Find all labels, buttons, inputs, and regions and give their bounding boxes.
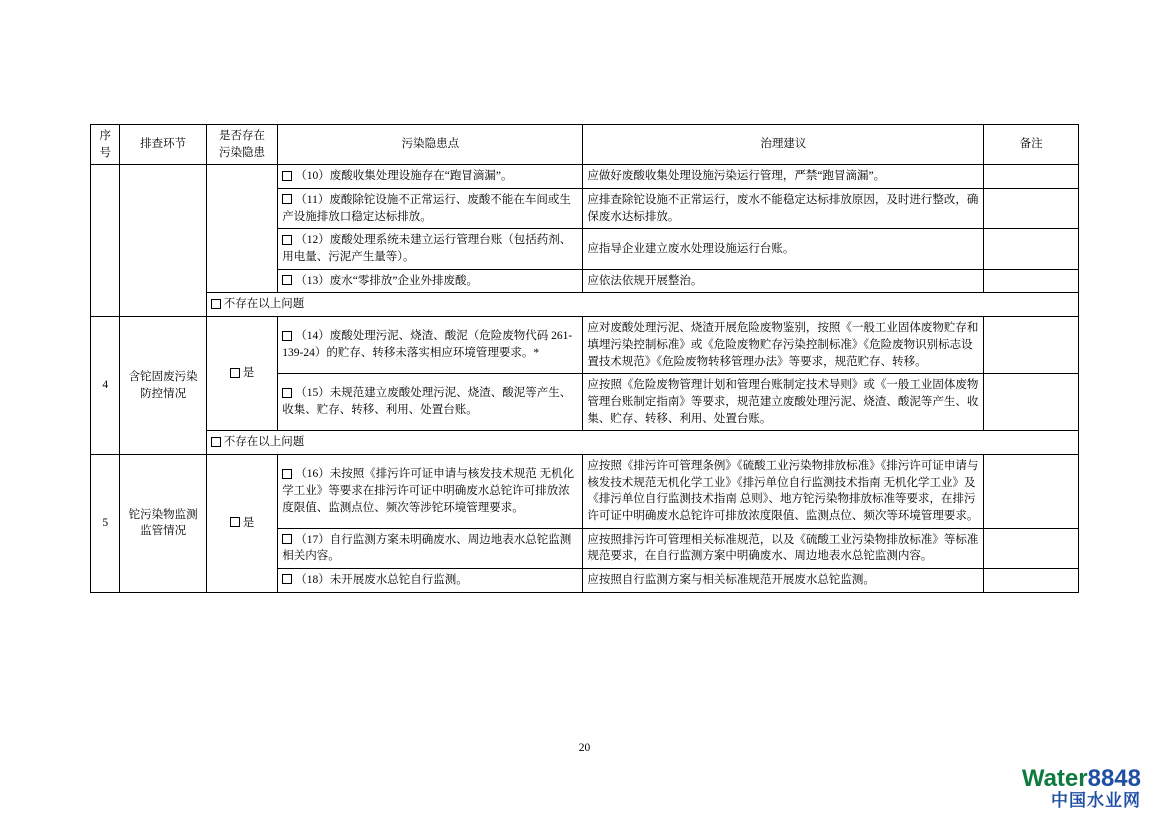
remark-cell	[984, 568, 1079, 592]
checkbox-icon[interactable]	[282, 235, 292, 245]
table-row-none	[91, 293, 1079, 317]
advice-cell: 应依法依规开展整治。	[583, 269, 984, 293]
table-row	[91, 317, 1079, 374]
risk-cell: （11）废酸除铊设施不正常运行、废酸不能在车间或生产设施排放口稳定达标排放。	[278, 189, 583, 229]
none-option-cell[interactable]: 不存在以上问题	[206, 431, 1078, 455]
header-seq	[91, 125, 120, 165]
remark-cell	[984, 317, 1079, 374]
row-stage: 铊污染物监测监管情况	[120, 454, 206, 592]
remark-cell	[984, 374, 1079, 431]
table-header-row	[91, 125, 1079, 165]
checkbox-icon[interactable]	[282, 388, 292, 398]
checklist-table-container	[90, 124, 1079, 593]
checkbox-icon[interactable]	[282, 469, 292, 479]
table-row	[91, 165, 1079, 189]
watermark	[1022, 766, 1141, 810]
table-row-none	[91, 431, 1079, 455]
header-remark: 备注	[984, 125, 1079, 165]
checkbox-icon[interactable]	[282, 194, 292, 204]
checkbox-icon[interactable]	[282, 574, 292, 584]
risk-cell: （17）自行监测方案未明确废水、周边地表水总铊监测相关内容。	[278, 528, 583, 568]
row-stage-continued	[120, 165, 206, 317]
header-exist-line2: 污染隐患	[218, 146, 265, 159]
page-number: 20	[578, 742, 591, 754]
row-exist-continued	[206, 165, 278, 293]
risk-cell: （12）废酸处理系统未建立运行管理台账（包括药剂、用电量、污泥产生量等）。	[278, 229, 583, 269]
risk-cell: （18）未开展废水总铊自行监测。	[278, 568, 583, 592]
watermark-brand: Water	[1021, 764, 1088, 792]
checkbox-icon[interactable]	[230, 517, 240, 527]
header-risk: 污染隐患点	[278, 125, 583, 165]
risk-cell: （14）废酸处理污泥、烧渣、酸泥（危险废物代码 261-139-24）的贮存、转移未落实相应环境管理要求。*	[278, 317, 583, 374]
remark-cell	[984, 229, 1079, 269]
row-seq: 4	[91, 317, 120, 455]
checkbox-icon[interactable]	[282, 171, 292, 181]
checkbox-icon[interactable]	[282, 331, 292, 341]
row-exist[interactable]: 是	[206, 454, 278, 592]
advice-cell: 应对废酸处理污泥、烧渣开展危险废物鉴别，按照《一般工业固体废物贮存和填埋污染控制标准》或《危险废物贮存污染控制标准》《危险废物识别标志设置技术规范》《危险废物转移管理办法》等要求，规范贮存、转移。	[583, 317, 984, 374]
advice-cell: 应按照排污许可管理相关标准规范，以及《硫酸工业污染物排放标准》等标准规范要求，在自行监测方案中明确废水、周边地表水总铊监测内容。	[583, 528, 984, 568]
risk-cell: （15）未规范建立废酸处理污泥、烧渣、酸泥等产生、收集、贮存、转移、利用、处置台账。	[278, 374, 583, 431]
remark-cell	[984, 189, 1079, 229]
row-exist[interactable]: 是	[206, 317, 278, 431]
advice-cell: 应按照《排污许可管理条例》《硫酸工业污染物排放标准》《排污许可证申请与核发技术规范无机化学工业》《排污单位自行监测技术指南 无机化学工业》及《排污单位自行监测技术指南 总则》、地方铊污染物排放标准等要求，在排污许可证中明确废水总铊许可排放浓度限值、监测点位、频次等环境管理要求。	[583, 454, 984, 528]
checkbox-icon[interactable]	[230, 368, 240, 378]
header-stage: 排查环节	[120, 125, 206, 165]
advice-cell: 应排查除铊设施不正常运行，废水不能稳定达标排放原因，及时进行整改，确保废水达标排放。	[583, 189, 984, 229]
watermark-number: 8848	[1087, 764, 1141, 792]
risk-cell: （13）废水“零排放”企业外排废酸。	[278, 269, 583, 293]
risk-cell: （16）未按照《排污许可证申请与核发技术规范 无机化学工业》等要求在排污许可证中明确废水总铊许可排放浓度限值、监测点位、频次等涉铊环境管理要求。	[278, 454, 583, 528]
watermark-line1	[1022, 766, 1141, 791]
remark-cell	[984, 269, 1079, 293]
table-row	[91, 454, 1079, 528]
header-exist-line1: 是否存在	[218, 130, 265, 142]
advice-cell: 应做好废酸收集处理设施污染运行管理，严禁“跑冒滴漏”。	[583, 165, 984, 189]
header-seq-line1: 序	[99, 130, 111, 142]
checkbox-icon[interactable]	[211, 437, 221, 447]
checkbox-icon[interactable]	[282, 534, 292, 544]
header-seq-line2: 号	[99, 146, 111, 159]
row-seq-continued	[91, 165, 120, 317]
row-stage: 含铊固废污染防控情况	[120, 317, 206, 455]
remark-cell	[984, 454, 1079, 528]
header-exist	[206, 125, 278, 165]
advice-cell: 应指导企业建立废水处理设施运行台账。	[583, 229, 984, 269]
checkbox-icon[interactable]	[282, 275, 292, 285]
header-advice: 治理建议	[583, 125, 984, 165]
checkbox-icon[interactable]	[211, 299, 221, 309]
advice-cell: 应按照《危险废物管理计划和管理台账制定技术导则》或《一般工业固体废物管理台账制定指南》等要求，规范建立废酸处理污泥、烧渣、酸泥等产生、收集、贮存、转移、利用、处置台账。	[583, 374, 984, 431]
watermark-line2: 中国水业网	[1051, 791, 1141, 811]
remark-cell	[984, 165, 1079, 189]
checklist-table	[90, 124, 1079, 593]
advice-cell: 应按照自行监测方案与相关标准规范开展废水总铊监测。	[583, 568, 984, 592]
none-option-cell[interactable]: 不存在以上问题	[206, 293, 1078, 317]
risk-cell: （10）废酸收集处理设施存在“跑冒滴漏”。	[278, 165, 583, 189]
row-seq: 5	[91, 454, 120, 592]
remark-cell	[984, 528, 1079, 568]
